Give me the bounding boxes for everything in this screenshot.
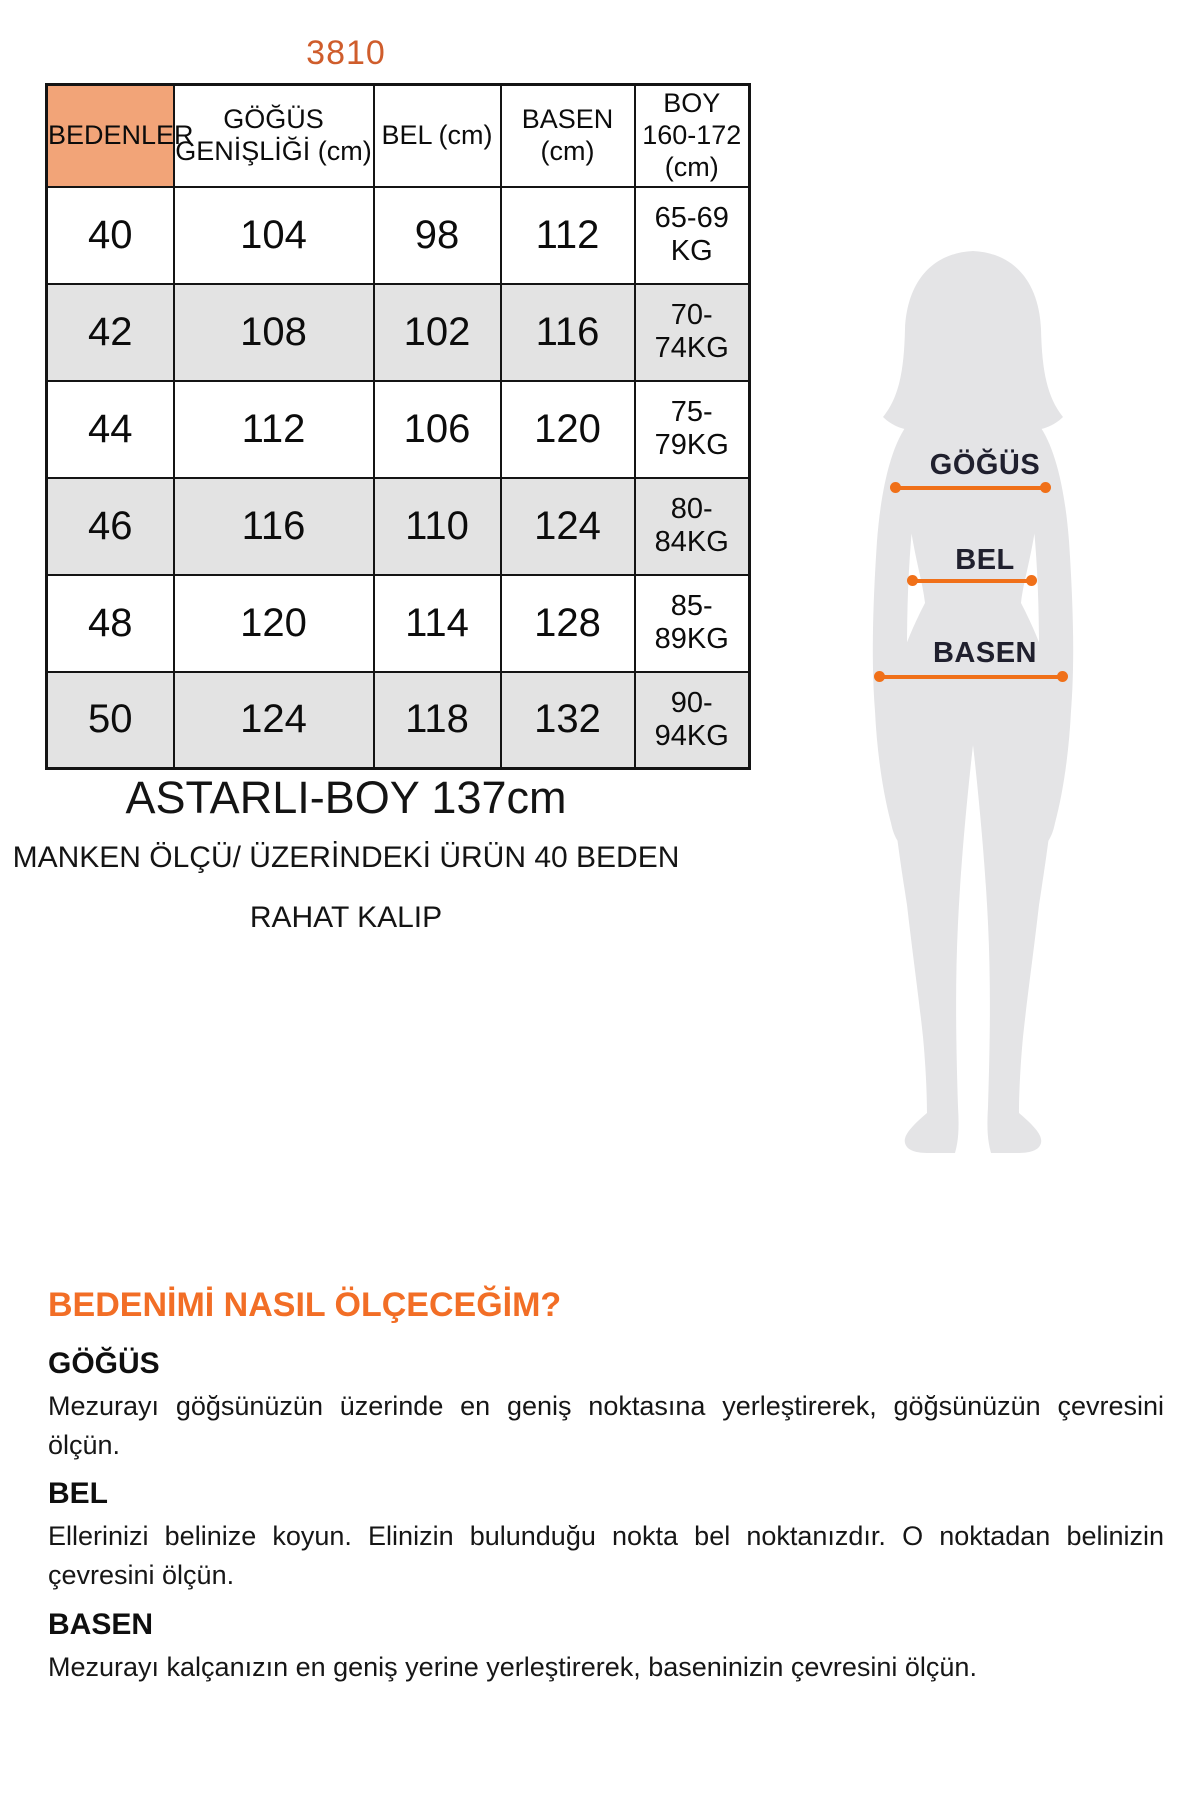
- cell-gogus: 108: [174, 284, 374, 381]
- cell-kg: 75-79KG: [635, 381, 750, 478]
- cell-basen: 124: [501, 478, 635, 575]
- header-boy-line3: (cm): [664, 151, 719, 182]
- cell-gogus: 120: [174, 575, 374, 672]
- cell-bel: 110: [374, 478, 501, 575]
- guide-heading-basen: BASEN: [48, 1607, 154, 1641]
- cell-basen: 116: [501, 284, 635, 381]
- cell-basen: 112: [501, 187, 635, 284]
- note-fit: RAHAT KALIP: [249, 901, 443, 934]
- cell-beden: 46: [47, 478, 174, 575]
- cell-kg: 65-69 KG: [635, 187, 750, 284]
- cell-gogus: 116: [174, 478, 374, 575]
- header-bel-unit: (cm): [438, 120, 493, 151]
- note-model-size: MANKEN ÖLÇÜ/ ÜZERİNDEKİ ÜRÜN 40 BEDEN: [12, 841, 680, 874]
- measuring-guide: [48, 1286, 1164, 1687]
- guide-heading-bel: BEL: [48, 1477, 108, 1511]
- chest-measure-line: [893, 486, 1048, 490]
- cell-beden: 40: [47, 187, 174, 284]
- header-gogus-line1: GÖĞÜS: [223, 103, 324, 134]
- table-row: [47, 381, 750, 478]
- cell-gogus: 124: [174, 672, 374, 769]
- header-boy-line2: 160-172: [642, 119, 742, 150]
- cell-beden: 50: [47, 672, 174, 769]
- figure-label-bel: BEL: [955, 544, 1015, 576]
- line-dot-icon: [890, 482, 901, 493]
- line-dot-icon: [1026, 575, 1037, 586]
- waist-measure-line: [910, 579, 1034, 583]
- guide-heading-gogus: GÖĞÜS: [48, 1347, 160, 1380]
- table-row: [47, 575, 750, 672]
- cell-gogus: 112: [174, 381, 374, 478]
- table-row: [47, 187, 750, 284]
- figure-label-basen: BASEN: [932, 637, 1037, 669]
- cell-basen: 128: [501, 575, 635, 672]
- header-bel: [374, 85, 501, 187]
- guide-title: BEDENİMİ NASIL ÖLÇECEĞİM?: [48, 1286, 562, 1324]
- header-basen-label: BASEN (cm): [521, 103, 614, 166]
- hip-measure-line: [877, 675, 1065, 679]
- cell-bel: 114: [374, 575, 501, 672]
- size-table-header-row: [47, 85, 750, 187]
- line-dot-icon: [874, 671, 885, 682]
- cell-bel: 102: [374, 284, 501, 381]
- body-measurement-figure: [855, 245, 1115, 1175]
- cell-bel: 118: [374, 672, 501, 769]
- guide-text-bel: Ellerinizi belinize koyun. Elinizin bulunduğu nokta bel noktanızdır. O noktadan belinizin çevresini ölçün.: [48, 1521, 1164, 1591]
- female-silhouette-icon: [855, 245, 1115, 1175]
- line-dot-icon: [1057, 671, 1068, 682]
- cell-beden: 42: [47, 284, 174, 381]
- cell-basen: 132: [501, 672, 635, 769]
- cell-gogus: 104: [174, 187, 374, 284]
- header-gogus: [174, 85, 374, 187]
- product-notes: [0, 772, 692, 935]
- cell-kg: 85-89KG: [635, 575, 750, 672]
- cell-beden: 44: [47, 381, 174, 478]
- table-row: [47, 284, 750, 381]
- header-basen: [501, 85, 635, 187]
- cell-kg: 80-84KG: [635, 478, 750, 575]
- cell-kg: 70-74KG: [635, 284, 750, 381]
- line-dot-icon: [1040, 482, 1051, 493]
- figure-label-gogus: GÖĞÜS: [929, 449, 1041, 481]
- header-boy-line1: BOY: [663, 87, 721, 118]
- note-lining-length: ASTARLI-BOY 137cm: [125, 772, 567, 823]
- cell-bel: 106: [374, 381, 501, 478]
- cell-bel: 98: [374, 187, 501, 284]
- product-code: 3810: [306, 34, 386, 72]
- header-boy: [635, 85, 750, 187]
- size-table: [45, 83, 751, 770]
- guide-text-gogus: Mezurayı göğsünüzün üzerinde en geniş noktasına yerleştirerek, göğsünüzün çevresini ölçün.: [48, 1391, 1164, 1461]
- cell-basen: 120: [501, 381, 635, 478]
- header-gogus-line2: GENİŞLİĞİ (cm): [175, 135, 372, 166]
- header-bedenler: BEDENLER: [47, 85, 174, 187]
- guide-text-basen: Mezurayı kalçanızın en geniş yerine yerleştirerek, baseninizin çevresini ölçün.: [48, 1651, 977, 1682]
- table-row: [47, 478, 750, 575]
- header-bel-label: BEL: [381, 120, 433, 151]
- cell-kg: 90-94KG: [635, 672, 750, 769]
- cell-beden: 48: [47, 575, 174, 672]
- line-dot-icon: [907, 575, 918, 586]
- table-row: [47, 672, 750, 769]
